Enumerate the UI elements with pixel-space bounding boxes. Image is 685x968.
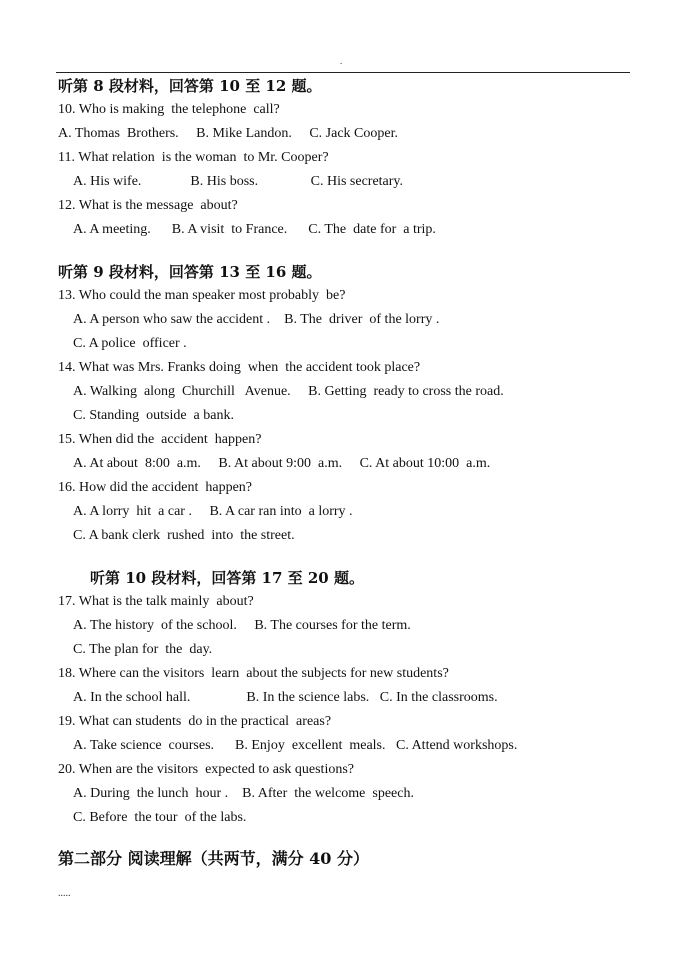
- document-body: [58, 74, 658, 874]
- question-20-options-c: C. Before the tour of the labs.: [73, 810, 247, 825]
- spacer: [58, 242, 658, 260]
- question-14: 14. What was Mrs. Franks doing when the accident took place?: [58, 360, 421, 375]
- section-heading-8: 听第 8 段材料，回答第 10 至 12 题。: [58, 77, 322, 95]
- question-16-options-c: C. A bank clerk rushed into the street.: [73, 528, 295, 543]
- question-17: 17. What is the talk mainly about?: [58, 594, 254, 609]
- question-10-options: A. Thomas Brothers. B. Mike Landon. C. Jack Cooper.: [58, 126, 398, 141]
- question-11-options: A. His wife. B. His boss. C. His secretary.: [73, 174, 404, 189]
- section-heading-9: 听第 9 段材料，回答第 13 至 16 题。: [58, 263, 322, 281]
- question-20: 20. When are the visitors expected to ask questions?: [58, 762, 354, 777]
- spacer: [58, 830, 658, 844]
- question-15-options: A. At about 8:00 a.m. B. At about 9:00 a.m. C. At about 10:00 a.m.: [73, 456, 491, 471]
- footer-dots: .....: [58, 888, 71, 899]
- question-13-options-c: C. A police officer .: [73, 336, 187, 351]
- question-20-options-a-b: A. During the lunch hour . B. After the welcome speech.: [73, 786, 414, 801]
- question-18: 18. Where can the visitors learn about the subjects for new students?: [58, 666, 449, 681]
- question-18-options: A. In the school hall. B. In the science labs. C. In the classrooms.: [73, 690, 498, 705]
- question-16-options-a-b: A. A lorry hit a car . B. A car ran into a lorry .: [73, 504, 364, 519]
- header-dot: .: [340, 56, 343, 66]
- question-17-options-c: C. The plan for the day.: [73, 642, 213, 657]
- question-15: 15. When did the accident happen?: [58, 432, 262, 447]
- section-heading-10: 听第 10 段材料，回答第 17 至 20 题。: [90, 569, 364, 587]
- part-two-title: 第二部分 阅读理解（共两节，满分 40 分）: [58, 849, 369, 868]
- question-19-options: A. Take science courses. B. Enjoy excellent meals. C. Attend workshops.: [73, 738, 518, 753]
- question-17-options-a-b: A. The history of the school. B. The courses for the term.: [73, 618, 411, 633]
- question-14-options-a-b: A. Walking along Churchill Avenue. B. Getting ready to cross the road.: [73, 384, 504, 399]
- question-13: 13. Who could the man speaker most probably be?: [58, 288, 346, 303]
- question-10: 10. Who is making the telephone call?: [58, 102, 280, 117]
- question-14-options-c: C. Standing outside a bank.: [73, 408, 234, 423]
- header-rule: [56, 72, 630, 73]
- question-11: 11. What relation is the woman to Mr. Cooper?: [58, 150, 329, 165]
- spacer: [58, 548, 658, 566]
- question-12: 12. What is the message about?: [58, 198, 238, 213]
- question-13-options-a-b: A. A person who saw the accident . B. The driver of the lorry .: [73, 312, 450, 327]
- question-16: 16. How did the accident happen?: [58, 480, 252, 495]
- question-19: 19. What can students do in the practical areas?: [58, 714, 332, 729]
- question-12-options: A. A meeting. B. A visit to France. C. The date for a trip.: [73, 222, 436, 237]
